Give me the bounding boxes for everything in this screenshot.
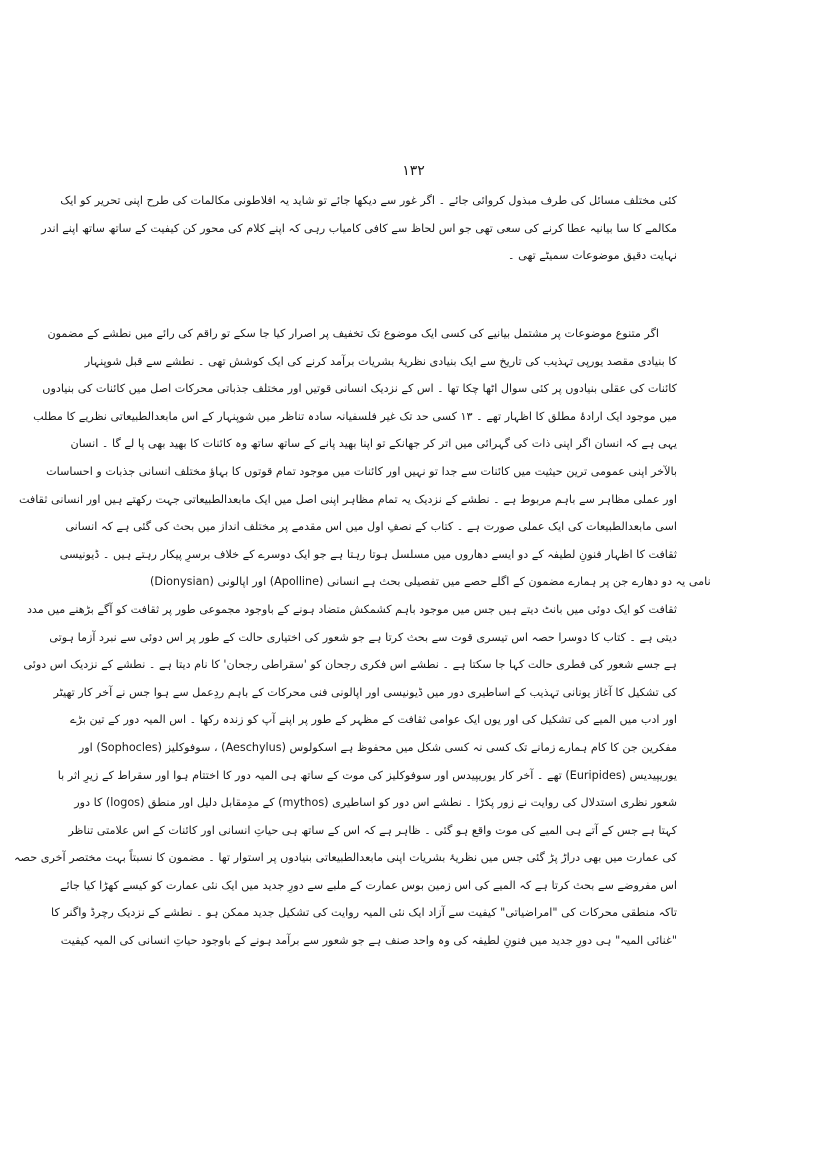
paragraph-line: بالآخر اپنی عمومی ترین حیثیت میں کائنات سے جدا تو نہیں اور کائنات میں موجود تمام قوتوں کا بہاؤ مختلف انسانی جذبات و احساسات <box>46 464 677 478</box>
paragraph-2 <box>13 320 711 955</box>
page-number: ۱۳۲ <box>402 163 425 179</box>
paragraph-line: نہایت دقیق موضوعات سمیٹے تھی ۔ <box>508 249 677 263</box>
paragraph-1 <box>41 187 677 270</box>
paragraph-line: "غنائی المیہ" ہی دورِ جدید میں فنونِ لطیفہ کی وہ واحد صنف ہے جو شعور سے برآمد ہونے کے باوجود حیاتِ انسانی کی المیہ کیفیت <box>60 934 677 948</box>
paragraph-line: ہے جسے شعور کی فطری حالت کہا جا سکتا ہے ۔ نطشے اس فکری رجحان کو 'سقراطی رجحان' کا نام دیتا ہے ۔ نطشے کے نزدیک اس دوئی <box>23 658 677 672</box>
paragraph-line: مفکرین جن کا کام ہمارے زمانے تک کسی نہ کسی شکل میں محفوظ ہے اسکولوس (Aeschylus) ، سوفوکلیز (Sophocles) اور <box>78 740 677 754</box>
paragraph-line: تاکہ منطقی محرکات کی "امراضیاتی" کیفیت سے آزاد ایک نئی المیہ روایت کی تشکیل جدید ممکن ہو ۔ نطشے کے نزدیک رچرڈ واگنر کا <box>51 906 677 920</box>
paragraph-line: کی عمارت میں بھی دراڑ پڑ گئی جس میں نظریۂ بشریات اپنی مابعدالطبیعاتی بنیادوں پر استوار تھا ۔ مضمون کا نسبتاً بہت مختصر آخری حصہ <box>13 851 677 865</box>
paragraph-line: یوریپیدیس (Euripides) تھے ۔ آخر کار یوریپیدس اور سوفوکلیز کی موت کے ساتھ ہی المیہ دور کا اختتام ہوا اور سقراط کے زیرِ اثر با <box>57 768 677 782</box>
paragraph-line: اگر متنوع موضوعات پر مشتمل بیانیے کی کسی ایک موضوع تک تخفیف پر اصرار کیا جا سکے تو راقم کی رائے میں نطشے کے مضمون <box>47 327 659 340</box>
paragraph-line: کا بنیادی مقصد یورپی تہذیب کی تاریخ سے ایک بنیادی نظریۂ بشریات برآمد کرنے کی ایک کوشش تھی ۔ نطشے سے قبل شوپنہار <box>84 354 677 368</box>
paragraph-line: میں موجود ایک ارادۂ مطلق کا اظہار تھے ۔ ۱۳ کسی حد تک غیر فلسفیانہ سادہ تناظر میں شوپنہار کے اس مابعدالطبیعاتی نظریے کا مطلب <box>33 409 677 423</box>
paragraph-line: اور عملی مظاہر سے باہم مربوط ہے ۔ نطشے کے نزدیک یہ تمام مظاہر اپنی اصل میں ایک مابعدالطبیعاتی جہت رکھتے ہیں اور انسانی ثقافت <box>18 492 677 506</box>
paragraph-line: مکالمے کا سا بیانیہ عطا کرنے کی سعی تھی جو اس لحاظ سے کافی کامیاب رہی کہ اپنے کلام کی محور کن کیفیت کے ساتھ ساتھ اپنے اندر <box>41 221 677 235</box>
paragraph-line: (Dionysian) اور اپالونی (Apolline) نامی یہ دو دھارے جن پر ہمارے مضمون کے اگلے حصے میں تفصیلی بحث ہے انسانی <box>150 575 711 589</box>
paragraph-line: دیتی ہے ۔ کتاب کا دوسرا حصہ اس تیسری قوت سے بحث کرتا ہے جو شعور کی اختیاری حالت کے طور پر اس دوئی سے نبرد آزما ہوتی <box>49 630 677 644</box>
paragraph-line: یہی ہے کہ انسان اگر اپنی ذات کی گہرائی میں اتر کر جھانکے تو اپنا بھید پانے کے ساتھ ساتھ وہ کائنات کا بھید بھی پا لے گا ۔ انسان <box>70 437 677 451</box>
paragraph-line: کہتا ہے جس کے آتے ہی المیے کی موت واقع ہو گئی ۔ ظاہر ہے کہ اس کے ساتھ ہی حیاتِ انسانی اور کائنات کے اس علامتی تناظر <box>68 823 677 837</box>
paragraph-line: کئی مختلف مسائل کی طرف مبذول کروائی جائے ۔ اگر غور سے دیکھا جائے تو شاید یہ افلاطونی مکالمات کی طرح اپنی تحریر کو ایک <box>60 194 677 207</box>
paragraph-line: اور ادب میں المیے کی تشکیل کی اور یوں ایک عوامی ثقافت کے مظہر کے طور پر اپنے آپ کو زندہ رکھا ۔ اس المیہ دور کے تین بڑے <box>70 713 677 727</box>
paragraph-line: کائنات کی عقلی بنیادوں پر کئی سوال اٹھا چکا تھا ۔ اس کے نزدیک انسانی قوتیں اور مختلف جذباتی محرکات اصل میں کائنات کی بنیادوں <box>42 382 677 396</box>
paragraph-line: ثقافت کا اظہار فنونِ لطیفہ کے دو ایسے دھاروں میں مسلسل ہوتا رہتا ہے جو ایک دوسرے کے خلاف برسرِ پیکار رہتے ہیں ۔ ڈیونیسی <box>59 547 677 561</box>
paragraph-line: ثقافت کو ایک دوئی میں بانٹ دیتے ہیں جس میں موجود باہم کشمکش متضاد ہونے کے باوجود مجموعی طور پر ثقافت کو آگے بڑھنے میں مدد <box>26 602 677 616</box>
paragraph-line: اسی مابعدالطبیعات کی ایک عملی صورت ہے ۔ کتاب کے نصفِ اول میں اس مقدمے پر مختلف انداز میں بحث کی گئی ہے کہ انسانی <box>65 520 677 534</box>
paragraph-line: کی تشکیل کا آغاز یونانی تہذیب کے اساطیری دور میں ڈیونیسی اور اپالونی فنی محرکات کے باہم ردِعمل سے ہوا جس نے آخر کار تھیٹر <box>53 685 677 699</box>
paragraph-line: شعور نظری استدلال کی روایت نے زور پکڑا ۔ نطشے اس دور کو اساطیری (mythos) کے مدِمقابل دلیل اور منطق (logos) کا دور <box>74 796 677 810</box>
paragraph-line: اس مفروضے سے بحث کرتا ہے کہ المیے کی اس زمین بوس عمارت کے ملبے سے دورِ جدید میں ایک نئی عمارت کو کیسے کھڑا کیا جائے <box>59 878 677 892</box>
